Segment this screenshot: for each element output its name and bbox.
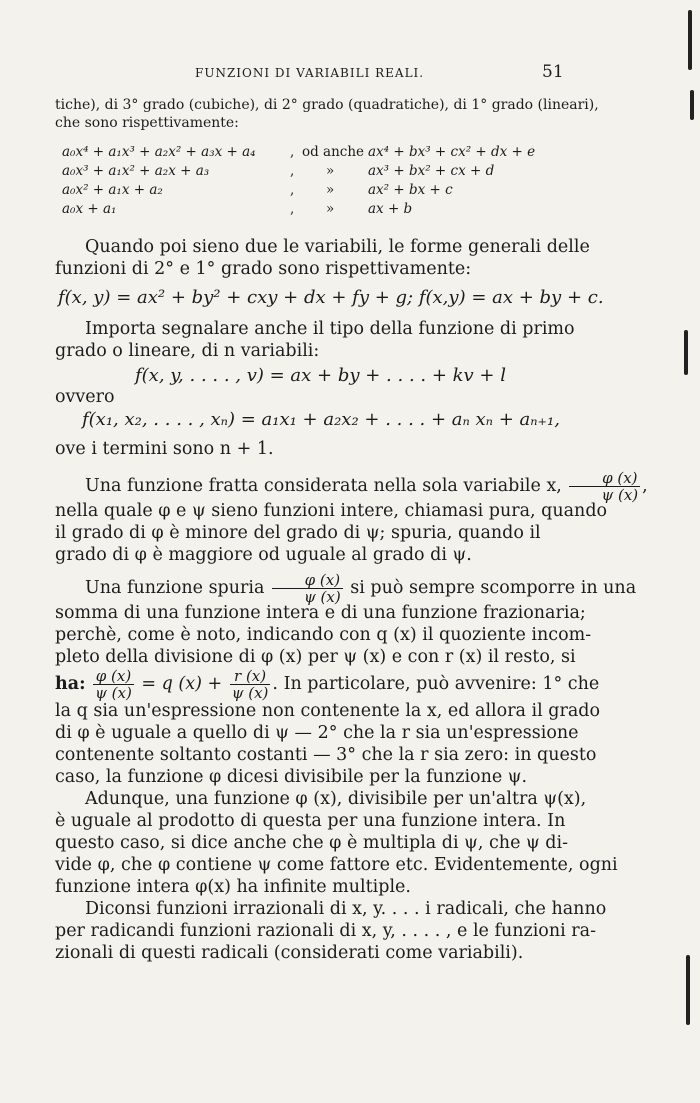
paragraph-line: pleto della divisione di φ (x) per ψ (x) e con r (x) il resto, si	[55, 647, 576, 667]
form-left: a₀x⁴ + a₁x³ + a₂x² + a₃x + a₄	[62, 144, 256, 160]
fraction-phi-psi	[272, 572, 343, 605]
form-right: ax³ + bx² + cx + d	[368, 163, 495, 179]
paragraph-line: Importa segnalare anche il tipo della funzione di primo	[85, 319, 575, 339]
paragraph-line: Adunque, una funzione φ (x), divisibile per un'altra ψ(x),	[85, 789, 587, 809]
form-ditto: »	[326, 201, 335, 217]
paragraph-text: si può sempre scomporre in una	[350, 578, 637, 598]
paragraph-line: caso, la funzione φ dicesi divisibile per la funzione ψ.	[55, 767, 528, 787]
paragraph-line: di φ è uguale a quello di ψ — 2° che la r sia un'espressione	[55, 723, 579, 743]
paragraph-line: ha: $\frac{\varphi (x)}{\psi (x)}$ = q (x) + $\frac{r (x)}{\psi (x)}$ . In particolare, può avvenire: 1° che	[55, 667, 600, 702]
fraction-numerator: φ (x)	[93, 668, 134, 685]
paragraph-line: vide φ, che φ contiene ψ come fattore etc. Evidentemente, ogni	[55, 855, 618, 875]
form-right: ax⁴ + bx³ + cx² + dx + e	[368, 144, 536, 160]
scan-edge-mark	[686, 955, 690, 1025]
paragraph-line: Quando poi sieno due le variabili, le forme generali delle	[85, 237, 590, 257]
paragraph-text: In particolare, può avvenire: 1° che	[283, 674, 600, 694]
form-right: ax² + bx + c	[368, 182, 453, 198]
paragraph-line: la q sia un'espressione non contenente la x, ed allora il grado	[55, 701, 601, 721]
form-left: a₀x² + a₁x + a₂	[62, 182, 163, 198]
form-ditto: od anche	[302, 144, 365, 160]
paragraph-line: funzioni di 2° e 1° grado sono rispettivamente:	[55, 259, 472, 279]
paragraph-text: Una funzione fratta considerata nella sola variabile x,	[85, 476, 562, 496]
paragraph-line: è uguale al prodotto di questa per una funzione intera. In	[55, 811, 566, 831]
equation-two-variables: f(x, y) = ax² + by² + cxy + dx + fy + g; f(x,y) = ax + by + c.	[58, 287, 604, 308]
paragraph-line: grado di φ è maggiore od uguale al grado di ψ.	[55, 545, 472, 565]
fraction-numerator: φ (x)	[272, 572, 343, 589]
paragraph-text: Una funzione spuria	[85, 578, 265, 598]
paragraph-line: somma di una funzione intera e di una funzione frazionaria;	[55, 603, 586, 623]
paragraph-line: contenente soltanto costanti — 3° che la r sia zero: in questo	[55, 745, 597, 765]
fraction-phi-psi	[93, 668, 134, 701]
running-header: FUNZIONI DI VARIABILI REALI.	[195, 66, 425, 80]
form-right: ax + b	[368, 201, 413, 217]
form-sep: ,	[290, 144, 295, 160]
intro-line-1: tiche), di 3° grado (cubiche), di 2° grado (quadratiche), di 1° grado (lineari),	[55, 97, 599, 113]
paragraph-line: funzione intera φ(x) ha infinite multiple.	[55, 877, 411, 897]
paragraph-line: questo caso, si dice anche che φ è multipla di ψ, che ψ di-	[55, 833, 568, 853]
paragraph-line: Una funzione fratta considerata nella sola variabile x, $\frac{\varphi (x)}{\psi (x)}$ ,	[85, 469, 648, 504]
paragraph-line: grado o lineare, di n variabili:	[55, 341, 320, 361]
intro-line-2: che sono rispettivamente:	[55, 115, 239, 131]
paragraph-line: perchè, come è noto, indicando con q (x) il quoziente incom-	[55, 625, 592, 645]
paragraph-line: Diconsi funzioni irrazionali di x, y. . . . i radicali, che hanno	[85, 899, 607, 919]
scan-edge-mark	[690, 90, 694, 120]
form-left: a₀x³ + a₁x² + a₂x + a₃	[62, 163, 210, 179]
fraction-numerator: φ (x)	[569, 470, 640, 487]
equation-indexed: f(x₁, x₂, . . . . , xₙ) = a₁x₁ + a₂x₂ + . . . . + aₙ xₙ + aₙ₊₁,	[82, 409, 560, 430]
form-sep: ,	[290, 182, 295, 198]
paragraph-line: per radicandi funzioni razionali di x, y, . . . . , e le funzioni ra-	[55, 921, 596, 941]
paragraph-line: il grado di φ è minore del grado di ψ; spuria, quando il	[55, 523, 541, 543]
form-sep: ,	[290, 201, 295, 217]
paragraph-text: = q (x) +	[141, 674, 223, 694]
paragraph-line: ove i termini sono n + 1.	[55, 439, 274, 459]
form-ditto: »	[326, 182, 335, 198]
scan-edge-mark	[688, 10, 692, 70]
paragraph-line: zionali di questi radicali (considerati come variabili).	[55, 943, 524, 963]
ovvero-text: ovvero	[55, 387, 115, 407]
equation-n-variables: f(x, y, . . . . , v) = ax + by + . . . . + kv + l	[135, 365, 506, 386]
fraction-phi-psi	[569, 470, 640, 503]
paragraph-text: ha:	[55, 674, 86, 694]
page-number: 51	[542, 62, 564, 82]
form-left: a₀x + a₁	[62, 201, 117, 217]
paragraph-line	[55, 571, 637, 606]
fraction-numerator: r (x)	[230, 668, 271, 685]
form-sep: ,	[290, 163, 295, 179]
scan-edge-mark	[684, 330, 688, 375]
form-ditto: »	[326, 163, 335, 179]
fraction-denominator: ψ (x)	[95, 684, 132, 702]
fraction-denominator: ψ (x)	[601, 486, 639, 504]
fraction-denominator: ψ (x)	[304, 588, 341, 606]
fraction-denominator: ψ (x)	[231, 684, 269, 702]
paragraph-line: nella quale φ e ψ sieno funzioni intere, chiamasi pura, quando	[55, 501, 608, 521]
fraction-r-psi	[230, 668, 271, 701]
